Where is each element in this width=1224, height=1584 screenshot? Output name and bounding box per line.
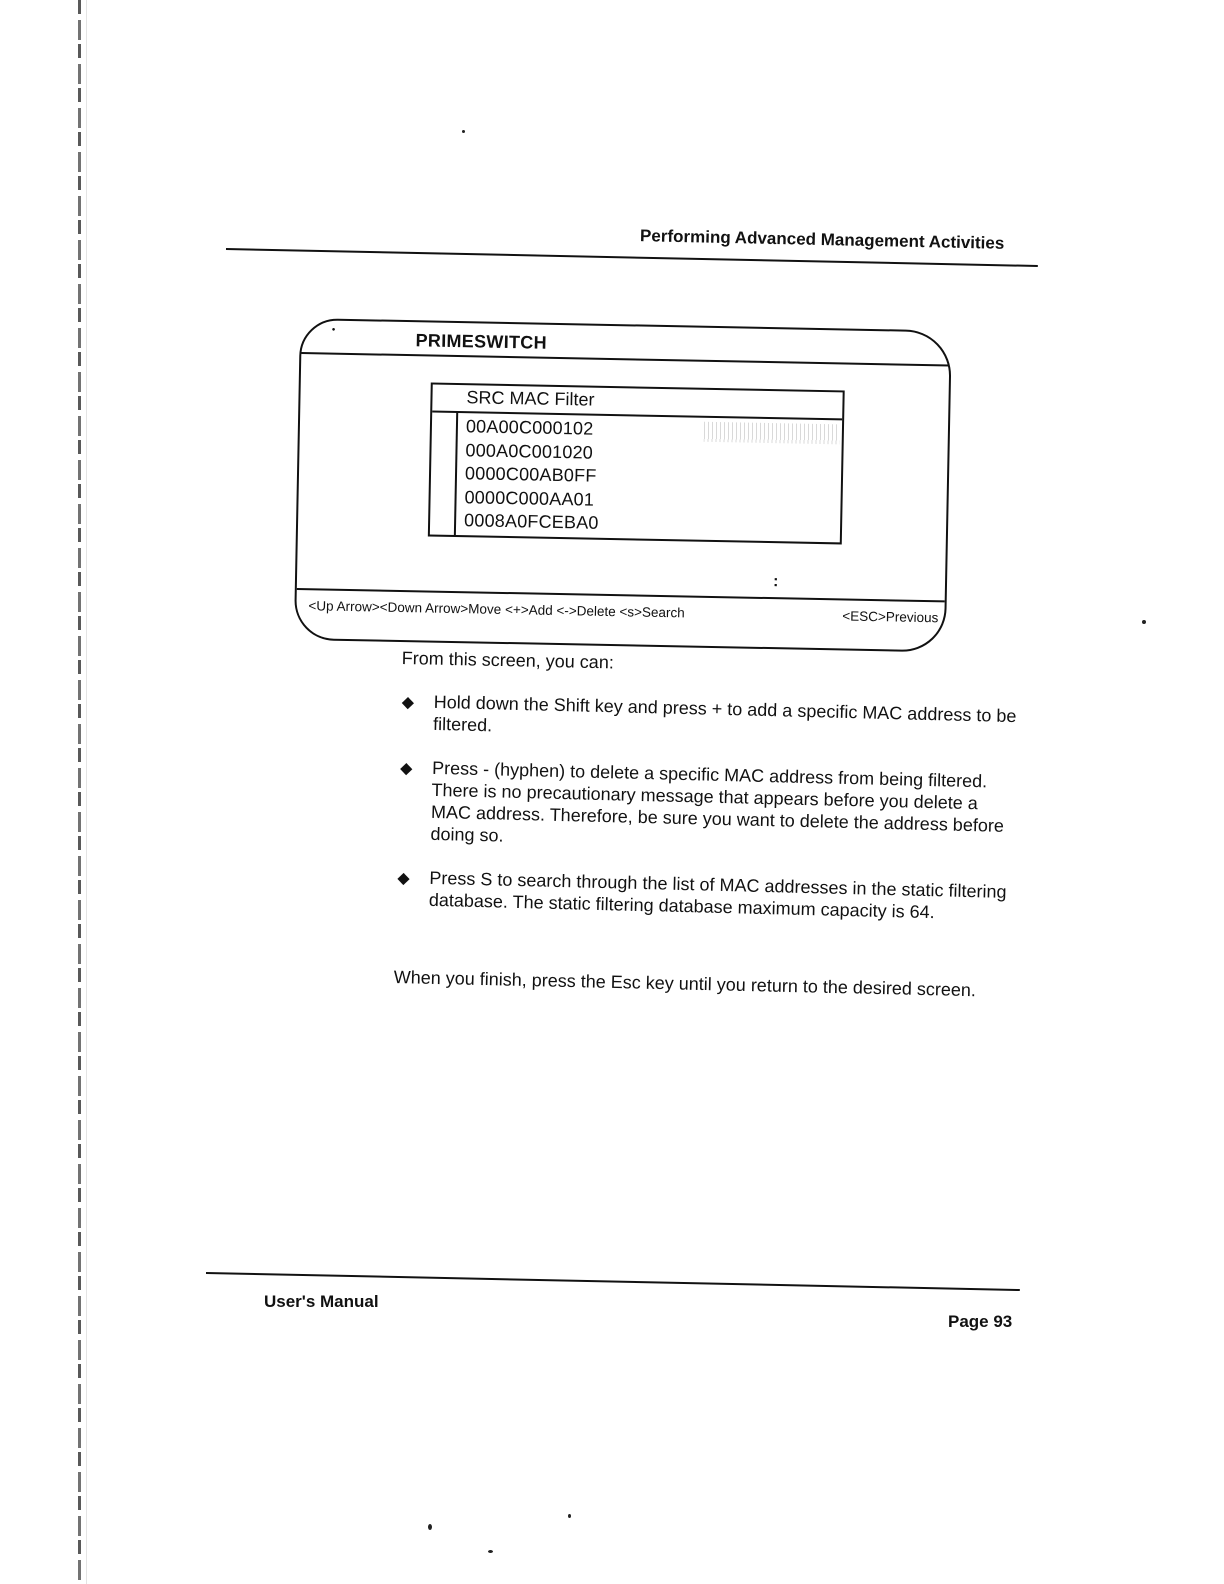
mac-address-item[interactable]: 0000C00AB0FF [464, 463, 597, 486]
instruction-text: Press - (hyphen) to delete a specific MAC address from being filtered. There is no precautionary message that appears before you delete a MAC address. Therefore, be sure you want to delete the address before doing so. [430, 757, 1005, 846]
instruction-text: Press S to search through the list of MAC addresses in the static filtering database. The static filtering database maximum capacity is 64. [428, 867, 1007, 923]
scan-speck [462, 130, 465, 133]
diamond-bullet-icon: ◆ [399, 760, 413, 778]
footer-manual-label: User's Manual [264, 1292, 379, 1311]
footer-rule [206, 1272, 1020, 1291]
page-header-title: Performing Advanced Management Activities [639, 226, 1005, 253]
closing-text: When you finish, press the Esc key until you return to the desired screen. [393, 966, 977, 1001]
mac-filter-divider [454, 411, 458, 535]
scan-binding-edge [78, 0, 81, 1584]
diamond-bullet-icon: ◆ [397, 870, 410, 888]
scan-speck [568, 1514, 571, 1518]
key-commands-hint: <Up Arrow><Down Arrow>Move <+>Add <->Delete <s>Search [308, 598, 685, 621]
instruction-item [393, 866, 1014, 925]
mac-address-item[interactable]: 0000C000AA01 [464, 486, 595, 510]
scan-speck [1142, 620, 1146, 624]
scan-speck [488, 1550, 493, 1553]
mac-address-item[interactable]: 000A0C001020 [465, 439, 594, 463]
mac-filter-heading: SRC MAC Filter [466, 387, 595, 410]
scan-speck [428, 1524, 432, 1530]
mac-address-item[interactable]: 0008A0FCEBA0 [463, 510, 599, 533]
intro-text: From this screen, you can: [401, 648, 615, 673]
scan-binding-edge-shadow [86, 0, 87, 1584]
scan-noise [704, 422, 840, 445]
instruction-item [397, 690, 1018, 749]
mac-filter-box [428, 383, 845, 545]
footer-page-number: Page 93 [948, 1312, 1013, 1331]
mac-address-list [464, 415, 601, 535]
screen-dot: • [331, 324, 336, 336]
screen-colon-mark: : [772, 573, 779, 591]
screen-title: PRIMESWITCH [415, 330, 548, 353]
terminal-screen [294, 318, 952, 662]
instruction-item [394, 756, 1016, 859]
instruction-text: Hold down the Shift key and press + to add a specific MAC address to be filtered. [432, 691, 1017, 736]
esc-previous-hint: <ESC>Previous [842, 608, 939, 626]
diamond-bullet-icon: ◆ [401, 694, 415, 712]
instruction-list [392, 690, 1018, 947]
mac-address-item[interactable]: 00A00C000102 [465, 416, 594, 439]
